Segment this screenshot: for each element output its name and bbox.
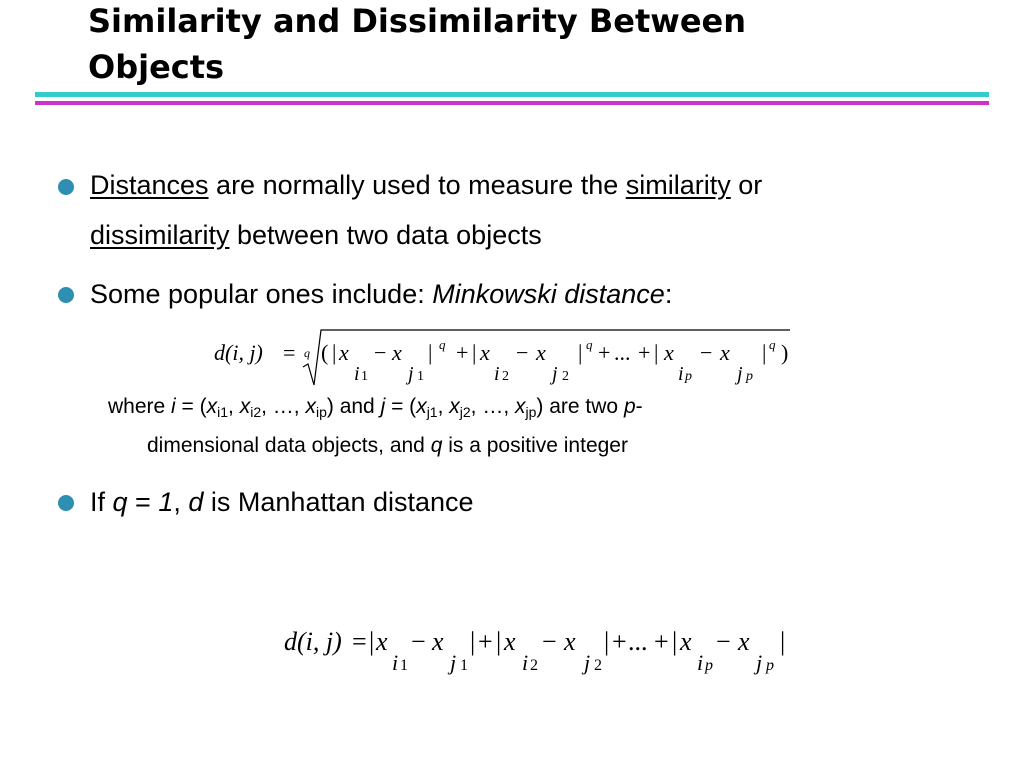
var-d: d — [188, 487, 204, 517]
plus-sign: + — [598, 340, 611, 365]
term-dissimilarity: dissimilarity — [90, 220, 230, 250]
sub-p: p — [746, 369, 753, 384]
var-x: x — [680, 627, 692, 656]
plus-sign: + — [612, 627, 627, 656]
where-text: is a positive integer — [442, 434, 628, 457]
sub-i: i — [494, 363, 500, 385]
bullet-dot — [58, 495, 74, 511]
bullet-distances — [90, 160, 970, 260]
var-x: x — [392, 340, 402, 365]
where-text: - — [635, 395, 643, 418]
var-x: x — [738, 627, 750, 656]
abs-bar: | — [428, 340, 433, 365]
where-text: ) and — [326, 395, 381, 418]
var-x: x — [416, 395, 427, 418]
var-x: x — [376, 627, 388, 656]
exponent-q: q — [439, 337, 446, 352]
var-i: i — [171, 395, 176, 418]
var-j: j — [380, 395, 386, 418]
abs-bar: | — [332, 340, 337, 365]
plus-sign: + — [456, 340, 469, 365]
sub-i: i — [697, 650, 704, 675]
sub-j: j — [450, 650, 457, 675]
where-text: , …, — [470, 395, 516, 418]
abs-bar: | — [654, 340, 659, 365]
term-minkowski: Minkowski distance — [432, 279, 665, 309]
right-paren: ) — [781, 340, 789, 365]
sub-1: 1 — [361, 369, 368, 384]
var-x: x — [432, 627, 444, 656]
var-q: q — [112, 487, 128, 517]
var-x: x — [504, 627, 516, 656]
sub-1: 1 — [400, 657, 408, 674]
where-text: , …, — [261, 395, 306, 418]
var-x: x — [720, 340, 730, 365]
title-rule-magenta — [35, 101, 989, 105]
abs-bar: | — [496, 627, 502, 656]
where-line-2 — [147, 427, 628, 465]
var-x: x — [480, 340, 490, 365]
where-text: ) are two — [536, 395, 624, 418]
formula-lhs: d(i, j) — [284, 627, 342, 656]
abs-bar: | — [578, 340, 583, 365]
sub-2: 2 — [530, 657, 538, 674]
subscript: ip — [315, 404, 327, 420]
sub-i: i — [678, 363, 684, 385]
where-text: where — [108, 395, 172, 418]
bullet-text: = — [127, 487, 159, 517]
sub-p: p — [766, 657, 774, 674]
formula-lhs: d(i, j) — [214, 340, 263, 365]
plus-sign: + — [478, 627, 493, 656]
where-text: = ( — [385, 395, 417, 418]
formula-equals: = — [352, 627, 367, 656]
sub-j: j — [584, 650, 591, 675]
bullet-text: If — [90, 487, 113, 517]
where-text: , — [437, 395, 450, 418]
root-index: q — [304, 346, 310, 360]
ellipsis: ... — [614, 340, 631, 365]
minus-sign: − — [716, 627, 731, 656]
sub-j: j — [737, 363, 743, 385]
minus-sign: − — [700, 340, 713, 365]
title-line-1: Similarity and Dissimilarity Between — [88, 2, 747, 40]
subscript: j2 — [459, 404, 471, 420]
slide-title — [88, 0, 988, 90]
bullet-popular — [90, 269, 970, 319]
bullet-text: Some popular ones include: — [90, 279, 433, 309]
bullet-text: or — [730, 170, 763, 200]
bullet-text: : — [664, 279, 673, 309]
sub-p: p — [685, 369, 692, 384]
sub-2: 2 — [502, 369, 509, 384]
subscript: i2 — [250, 404, 262, 420]
var-x: x — [664, 340, 674, 365]
var-x: x — [515, 395, 526, 418]
bullet-dot — [58, 179, 74, 195]
abs-bar: | — [470, 627, 476, 656]
var-x: x — [305, 395, 316, 418]
var-x: x — [536, 340, 546, 365]
value-one: 1 — [158, 487, 174, 517]
where-line-1 — [108, 388, 643, 426]
subscript: i1 — [217, 404, 229, 420]
abs-bar: | — [472, 340, 477, 365]
var-x: x — [564, 627, 576, 656]
where-text: = ( — [175, 395, 207, 418]
bullet-dot — [58, 287, 74, 303]
plus-sign: + — [638, 340, 651, 365]
sub-1: 1 — [460, 657, 468, 674]
subscript: jp — [525, 404, 537, 420]
sub-i: i — [392, 650, 399, 675]
minus-sign: − — [411, 627, 426, 656]
left-paren: ( — [321, 340, 329, 365]
where-text: dimensional data objects, and — [147, 434, 431, 457]
abs-bar: | — [604, 627, 610, 656]
var-q: q — [430, 434, 443, 457]
abs-bar: | — [369, 627, 375, 656]
title-line-2: Objects — [88, 48, 225, 86]
minus-sign: − — [516, 340, 529, 365]
sub-2: 2 — [594, 657, 602, 674]
ellipsis: ... — [628, 627, 648, 656]
var-x: x — [339, 340, 349, 365]
var-x: x — [206, 395, 218, 418]
bullet-text: , — [173, 487, 189, 517]
abs-bar: | — [672, 627, 678, 656]
sub-1: 1 — [417, 369, 424, 384]
var-x: x — [449, 395, 460, 418]
bullet-text: are normally used to measure the — [208, 170, 626, 200]
plus-sign: + — [654, 627, 669, 656]
sub-j: j — [408, 363, 414, 385]
formula-equals: = — [283, 340, 296, 365]
var-p: p — [623, 395, 636, 418]
abs-bar: | — [762, 340, 767, 365]
title-rule-cyan — [35, 92, 989, 97]
var-x: x — [239, 395, 251, 418]
minus-sign: − — [542, 627, 557, 656]
bullet-text: is Manhattan distance — [203, 487, 474, 517]
radical-sign — [303, 330, 790, 385]
exponent-q: q — [586, 337, 593, 352]
sub-i: i — [522, 650, 529, 675]
exponent-q: q — [769, 337, 776, 352]
where-text: , — [228, 395, 240, 418]
minus-sign: − — [374, 340, 387, 365]
sub-p: p — [705, 657, 713, 674]
bullet-manhattan — [90, 477, 970, 527]
term-similarity: similarity — [625, 170, 731, 200]
sub-j: j — [552, 363, 558, 385]
sub-j: j — [756, 650, 763, 675]
sub-i: i — [354, 363, 360, 385]
term-distances: Distances — [90, 170, 209, 200]
abs-bar: | — [780, 627, 786, 656]
bullet-text: between two data objects — [229, 220, 542, 250]
sub-2: 2 — [562, 369, 569, 384]
subscript: j1 — [426, 404, 438, 420]
